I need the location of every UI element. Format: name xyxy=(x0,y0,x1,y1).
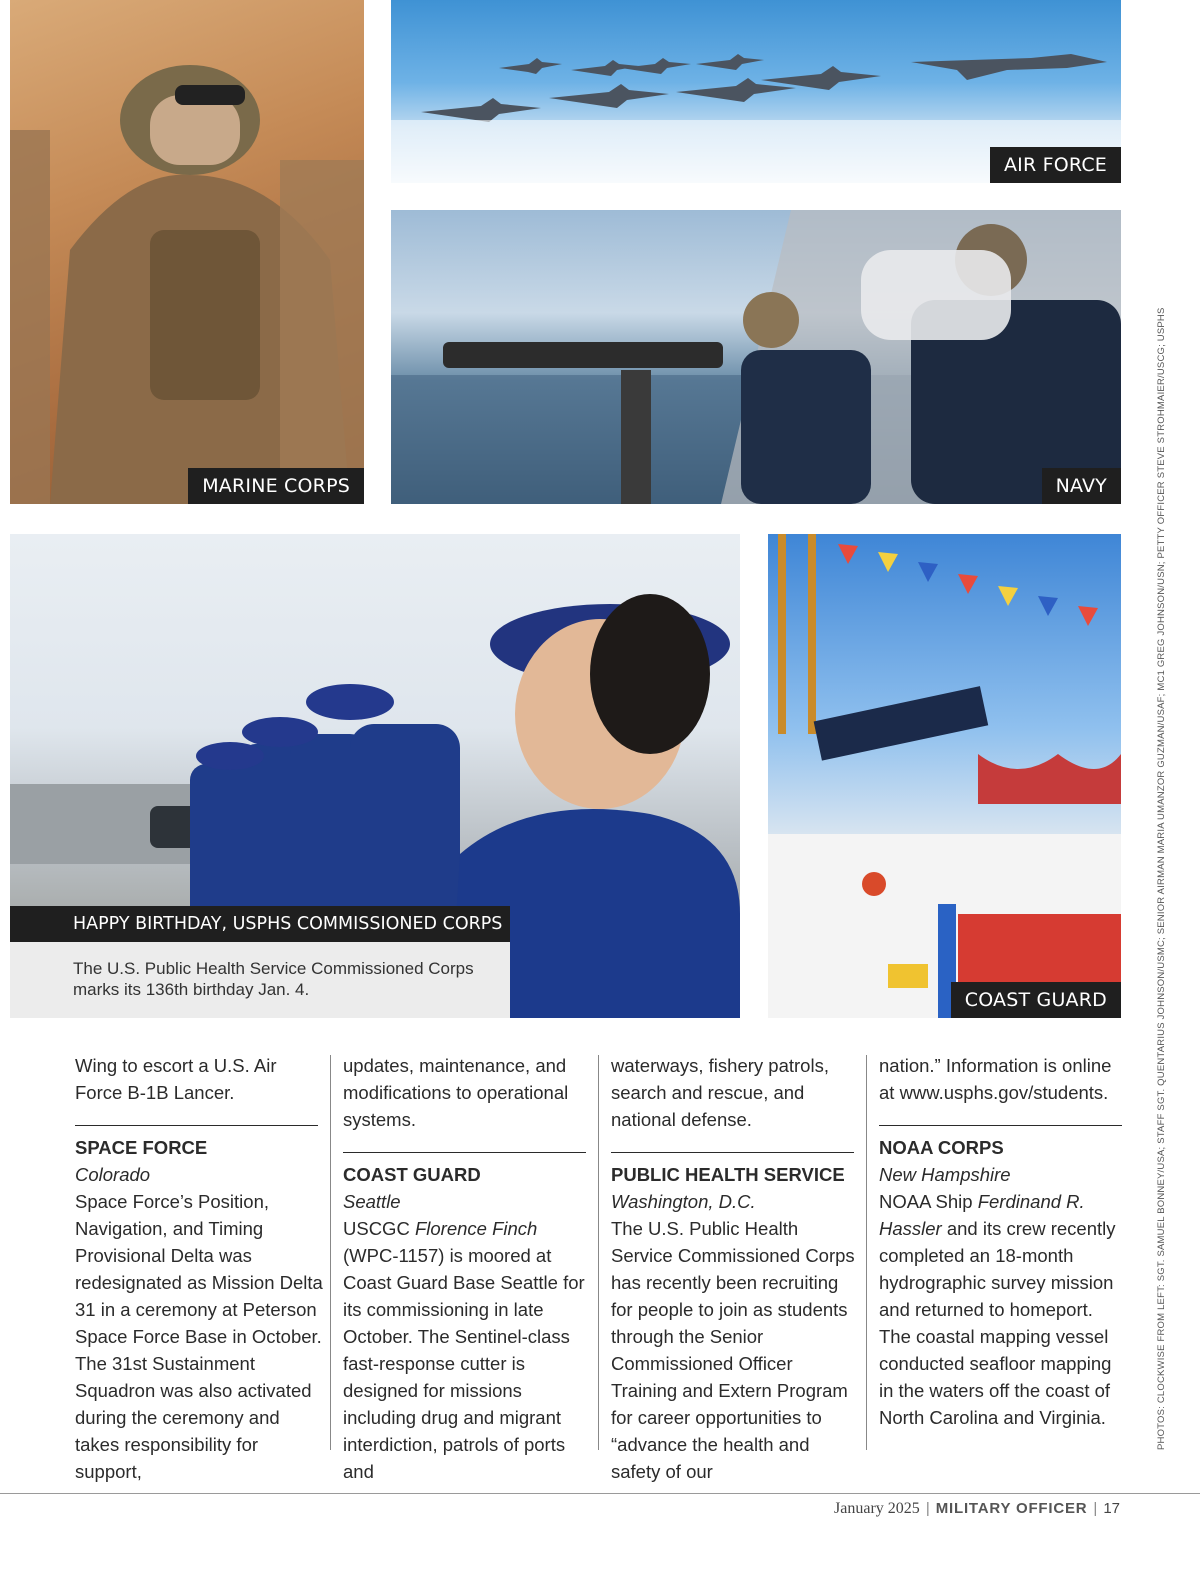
coast-guard-photo xyxy=(768,534,1121,1018)
marine-corps-label: MARINE CORPS xyxy=(188,468,364,504)
column-2 xyxy=(343,1052,591,1485)
noaa-body-b: and its crew recently completed an 18-month hydrographic survey mission and returned to homeport. The coastal mapping vessel conducted seafloor mapping in the waters off the coast of North Carolina and Virginia. xyxy=(879,1218,1116,1428)
coast-guard-body-a: USCGC xyxy=(343,1218,415,1239)
coast-guard-heading: COAST GUARD xyxy=(343,1164,481,1185)
footer-divider xyxy=(0,1493,1200,1494)
magazine-name: MILITARY OFFICER xyxy=(935,1500,1088,1517)
usphs-photo xyxy=(10,534,740,1018)
coast-guard-ship-name: Florence Finch xyxy=(414,1218,538,1239)
coast-guard-continuation: waterways, fishery patrols, search and rescue, and national defense. xyxy=(611,1055,829,1130)
space-force-heading: SPACE FORCE xyxy=(75,1137,208,1158)
column-3 xyxy=(611,1052,859,1485)
section-divider xyxy=(75,1125,318,1126)
issue-date: January 2025 xyxy=(834,1500,920,1517)
public-health-body: The U.S. Public Health Service Commissioned Corps has recently been recruiting for people to join as students through the Senior Commissioned Officer Training and Extern Program for career opportunities to “advance the health and safety of our xyxy=(611,1218,855,1482)
air-force-continuation: Wing to escort a U.S. Air Force B-1B Lancer. xyxy=(75,1055,277,1103)
usphs-caption-box xyxy=(10,906,510,1018)
air-force-photo xyxy=(391,0,1121,183)
page-number: 17 xyxy=(1103,1500,1120,1517)
coast-guard-body-b: (WPC-1157) is moored at Coast Guard Base Seattle for its commissioning in late October. The Sentinel-class fast-response cutter is designed for missions including drug and migrant interdiction, patrols of ports and xyxy=(343,1245,585,1482)
section-divider xyxy=(879,1125,1122,1126)
page-footer: January 2025 | MILITARY OFFICER | 17 xyxy=(834,1500,1120,1517)
coast-guard-location: Seattle xyxy=(343,1191,401,1212)
section-divider xyxy=(611,1152,854,1153)
space-force-location: Colorado xyxy=(75,1164,151,1185)
public-health-continuation: nation.” Information is online at www.usphs.gov/students. xyxy=(879,1055,1112,1103)
photo-credit: PHOTOS: CLOCKWISE FROM LEFT: SGT. SAMUEL BONNEY/USA; STAFF SGT. QUENTARIUS JOHNSON/USMC; SENIOR AIRMAN MARIA UMANZOR GUZMAN/USAF; MC1 GREG JOHNSON/USN; PETTY OFFICER STEVE STROHMAIER/USCG; USPHS xyxy=(1156,307,1167,1450)
space-force-body: Space Force’s Position, Navigation, and Timing Provisional Delta was redesignated as Mission Delta 31 in a ceremony at Peterson Space Force Base in October. The 31st Sustainment Squadron was also activated during the ceremony and takes responsibility for support, xyxy=(75,1191,323,1482)
section-divider xyxy=(343,1152,586,1153)
column-1 xyxy=(75,1052,323,1485)
column-4 xyxy=(879,1052,1127,1431)
space-force-continuation: updates, maintenance, and modifications to operational systems. xyxy=(343,1055,569,1130)
marine-illustration xyxy=(10,0,364,504)
noaa-heading: NOAA CORPS xyxy=(879,1137,1004,1158)
public-health-location: Washington, D.C. xyxy=(611,1191,756,1212)
noaa-ship-name: Ferdinand R. Hassler xyxy=(879,1191,1085,1239)
usphs-caption-text: The U.S. Public Health Service Commissioned Corps marks its 136th birthday Jan. 4. xyxy=(73,959,474,999)
public-health-heading: PUBLIC HEALTH SERVICE xyxy=(611,1164,845,1185)
navy-photo xyxy=(391,210,1121,504)
noaa-body xyxy=(879,1188,1127,1431)
coast-guard-body xyxy=(343,1215,591,1485)
air-force-label: AIR FORCE xyxy=(990,147,1121,183)
marine-corps-photo xyxy=(10,0,364,504)
column-divider xyxy=(330,1055,331,1450)
usphs-caption-heading: HAPPY BIRTHDAY, USPHS COMMISSIONED CORPS xyxy=(10,906,510,942)
column-divider xyxy=(598,1055,599,1450)
navy-illustration xyxy=(391,210,1121,504)
column-divider xyxy=(866,1055,867,1450)
navy-label: NAVY xyxy=(1042,468,1121,504)
noaa-location: New Hampshire xyxy=(879,1164,1011,1185)
noaa-body-a: NOAA Ship xyxy=(879,1191,978,1212)
coast-guard-label: COAST GUARD xyxy=(951,982,1121,1018)
coast-guard-cutter-illustration xyxy=(768,534,1121,1018)
